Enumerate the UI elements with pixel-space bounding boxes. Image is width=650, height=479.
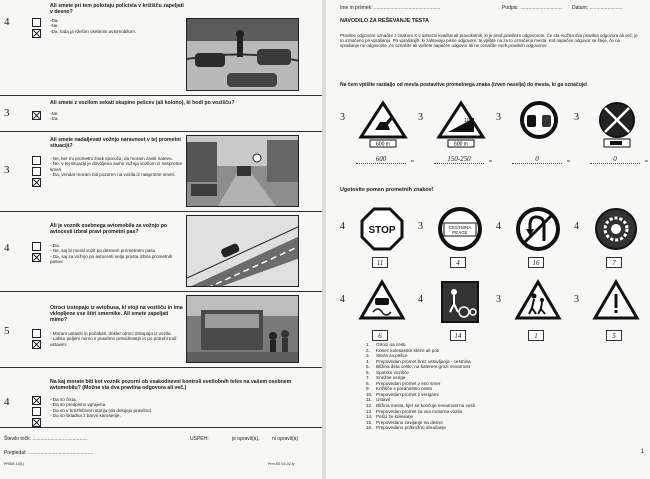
question-2 [0,96,322,132]
meaning-sign-8 [574,278,650,348]
handwritten-answer: 0 [535,155,539,163]
answer-checkbox-checked[interactable] [32,340,41,349]
question-points: 4 [4,396,10,408]
handwritten-answer: 7 [612,259,616,267]
option-text: - Da so čista. [50,397,77,402]
points: 3 [574,112,579,123]
result-label: USPEH: [190,436,209,442]
legend-item: 14. Pešci ze kolesarje [366,414,414,420]
handwritten-answer: 1 [534,332,538,340]
answer-line[interactable] [434,155,492,164]
option-text: - Ne, v tej situaciji je dovoljena samo vožnja vozilom iz nasprotne smeri. [50,161,183,172]
question-6 [0,368,322,428]
points: 3 [340,112,345,123]
distance-plate: 600 m [454,141,468,148]
answer-checkbox-checked[interactable] [32,111,41,120]
answer-options [50,18,182,34]
meaning-sign-4 [574,205,650,275]
option-text: - Da, saj za vožnjo po avtocesti velja prosta izbira prometnih pasov. [50,253,173,265]
slippery-road-sign-icon [358,278,406,326]
legend-item: 8. Prepovedan promet v eno smer [366,380,441,386]
distance-sign-1 [340,100,420,170]
answer-box[interactable] [528,330,544,341]
highway-photo [186,215,299,287]
unit-label: m [410,158,414,163]
name-field[interactable]: Ime in priimek: ................................................ [340,5,441,11]
meaning-sign-5 [340,278,420,348]
answer-options [50,156,182,178]
left-page [0,0,322,479]
pedestrian-cyclist-path-sign-icon [436,278,484,326]
handwritten-answer: 5 [612,332,616,340]
answer-box[interactable] [372,257,388,268]
answer-box[interactable] [528,257,544,268]
danger-warning-sign-icon [592,278,640,326]
legend-item: 7. Snežne verige [366,375,406,381]
option-text: -Ne. [50,23,59,29]
failed-label: ni opravil(a) [272,436,299,442]
question-5 [0,292,322,368]
points: 4 [340,294,345,305]
no-parking-tow-sign-icon [592,100,642,148]
legend-item: 1. Otroci na cesti. [366,342,407,347]
form-code: PRSM-14(1) [4,462,24,466]
points: 4 [496,221,501,232]
legend-item: 4. Prepovedan promet brez ustavljanja - cestnina [366,358,471,364]
handwritten-answer: 4 [456,259,460,267]
answer-checkbox[interactable] [32,156,41,165]
option-text: -Da. [50,116,59,122]
legend-item: 13. Prepovedan promet za vsa motorna vozila [366,408,463,414]
option-text: -Da, toda ja rdečim osebnim avtomobilom. [50,28,137,34]
peage-text: PEAGE [452,230,468,235]
answer-options [50,243,182,265]
question-points: 5 [4,325,10,337]
answer-checkbox[interactable] [32,18,41,27]
steep-slope-sign-icon [436,100,486,148]
option-text: -Ne. [50,111,59,116]
legend-item: 5. Bližina dela ceste, na katerem grozi nevarnost [366,364,470,370]
legend-item: 2. Konec kolesarske steze ali poti [366,347,440,353]
children-warning-sign-icon [514,278,562,326]
meaning-sign-2 [418,205,498,275]
points: 3 [574,294,579,305]
sign-meaning-legend [366,342,636,431]
question-1 [0,0,322,96]
unit-label: m [644,158,648,163]
option-text: - Ne, ker mi prometni znak sporoča, da moram zaviti natevo. [50,156,173,161]
question-text: Otroci izstopajo iz avtobusa, ki stoji na vozišču in ima vklopljene vse štiri smernike. Ali smete zapeljati mimo? [50,305,183,323]
question-4 [0,212,322,292]
handwritten-answer: 6 [378,332,382,340]
option-text: - Da, vendar moram biti pozoren na vozila iz nasprotne smeri. [50,172,176,178]
distance-sign-3 [496,100,576,170]
answer-options [50,397,182,419]
question-points: 3 [4,107,10,119]
answer-box[interactable] [450,330,466,341]
toll-sign-icon [436,205,484,253]
handwritten-answer: 14 [454,332,462,340]
handwritten-answer: 16 [532,259,540,267]
points: 3 [496,112,501,123]
distance-sign-2 [418,100,498,170]
traffic-police-photo [186,18,299,91]
meaning-sign-3 [496,205,576,275]
meaning-question: Ugotovite pomen prometnih znakov! [340,187,434,193]
option-text: -Da. [50,18,59,23]
question-points: 4 [4,242,10,254]
answer-box[interactable] [606,257,622,268]
question-points: 4 [4,16,10,28]
reviewed-line: Pregledal: ............................................... [4,450,94,456]
question-points: 3 [4,164,10,176]
handwritten-answer: 600 [375,155,387,163]
answer-box[interactable] [606,330,622,341]
answer-checkbox[interactable] [32,167,41,176]
points: 4 [340,221,345,232]
option-text: - Lahko peljem mimo s posebno previdnostjo in po potrebi tudi ustavim. [50,336,177,347]
answer-line[interactable] [356,155,414,164]
legend-item: 10. Prepovedan promet z verigami [366,391,439,397]
answer-checkbox[interactable] [32,407,41,416]
answer-checkbox-checked[interactable] [32,253,41,262]
legend-item: 16. Prepovedano polkrožno obračanje [366,425,446,431]
answer-options [50,111,182,122]
legend-item: 15. Prepovedano zavijanje na desno [366,419,443,425]
question-text: Ali smete pri tem položaju policista v križišču zapeljati v desno? [50,3,184,15]
legend-item: 6. Spolzko vozišče [366,369,409,375]
points: 3 [418,221,423,232]
option-text: - Da. [50,243,60,248]
instructions-title: NAVODILO ZA REŠEVANJE TESTA [340,18,430,24]
question-text: Ali je voznik osebnega avtomobila za vožnjo po avtocesti izbral pravi prometni pas? [50,223,168,235]
legend-item: 12. Bližina mesta, kjer se končuje nevarnost na cesti [366,403,476,409]
answer-checkbox-checked[interactable] [32,396,41,405]
option-text: - Ne, saj bi moral vozit po desnem prometnem pasu. [50,248,157,254]
no-u-turn-sign-icon [514,205,562,253]
answer-boxes [32,242,41,264]
handwritten-answer: 150-250 [447,155,471,163]
option-text: - Da so v brezhibnem stanju (da delujejo pravilno). [50,407,153,413]
points: 3 [496,294,501,305]
meaning-sign-7 [496,278,576,348]
page-number: 1 [640,449,644,455]
unit-label: m [488,158,492,163]
street-photo [186,135,299,207]
no-overtaking-sign-icon [514,100,564,148]
snow-chains-sign-icon [592,205,640,253]
answer-boxes [32,156,41,189]
handwritten-answer: 11 [376,259,384,267]
question-text: Ali smete nadaljevati vožnjo naravnost v tej prometni situaciji? [50,137,181,149]
question-text: Na kaj morate biti kot voznik pozorni ob vsakodnevni kontroli svetlobnih teles na vašem osebnem avtomobilu? (Možna sta dva pravilna odgovora ali več.) [50,379,292,391]
legend-item: 11. Ustavi! [366,397,391,403]
bus-photo [186,295,299,363]
signature-field[interactable]: Podpis: .............................. [502,5,562,11]
answer-checkbox[interactable] [32,242,41,251]
passed-label: je opravil(a), [232,436,260,442]
distance-plate: 600 m [376,141,390,148]
legend-item: 3. Steza za pešce [366,353,408,359]
distance-question: Na čem vpišite razdaljo od mesta postavitve prometnega znaka (izven naselja) do mesta, ki ga označuje! [340,82,588,88]
answer-options [50,331,182,347]
date-field[interactable]: Datum: ........................ [572,5,623,11]
right-page [326,0,650,479]
option-text: - Da so predpisno vgrajena. [50,402,107,408]
score-line: Število točk: ........................................ [4,436,88,442]
answer-boxes [32,329,41,351]
answer-line[interactable] [590,155,648,164]
instructions-text: Pravilne odgovore označite z znakom X v ustrezni kvadrat ali pravokotnik, ki je pred pravilnim odgovorom. Če sta možna dva pravilna odgovora ali več, je to označeno pri vprašanju. Pri vprašanjih, ki zahtevajo pisne odgovore, te vpišite na za to označena mesta. Kot napačen odgovor se šteje, če na vprašanje ne odgovorite, če označite ali vpišete napačen odgovor ali ne označite vseh pravilnih odgovorov. [340,33,638,49]
deer-warning-sign-icon [358,100,408,148]
answer-line[interactable] [512,155,570,164]
answer-boxes [32,396,41,429]
answer-checkbox-checked[interactable] [32,178,41,187]
stop-text: STOP [368,225,396,236]
question-3 [0,132,322,212]
svg-text:10%: 10% [464,118,475,124]
answer-checkbox[interactable] [32,329,41,338]
points: 4 [574,221,579,232]
legend-item: 9. Križišče s prednostno cesto [366,386,433,392]
handwritten-answer: 0 [613,155,617,163]
distance-sign-4 [574,100,650,170]
answer-boxes [32,18,41,40]
form-code-2: Prm.SS 01-02-fy [268,462,295,466]
answer-checkbox-checked[interactable] [32,418,41,427]
meaning-sign-6 [418,278,498,348]
question-text: Ali smete z vozilom sekati skupino pešcev (ali kolono), ki hodi po vozišču? [50,100,235,106]
answer-checkbox-checked[interactable] [32,29,41,38]
option-text: - Da so skladna z barvo karoserije. [50,413,121,419]
points: 3 [418,112,423,123]
unit-label: m [566,158,570,163]
option-text: - Moram ustaviti in počakati, dokler otroci izstopajo iz vozila. [50,331,172,336]
stop-sign-icon [358,205,406,253]
answer-box[interactable] [450,257,466,268]
answer-box[interactable] [372,330,388,341]
answer-boxes [32,111,41,122]
meaning-sign-1 [340,205,420,275]
points: 4 [418,294,423,305]
toll-text: CESTNINA [448,225,472,230]
